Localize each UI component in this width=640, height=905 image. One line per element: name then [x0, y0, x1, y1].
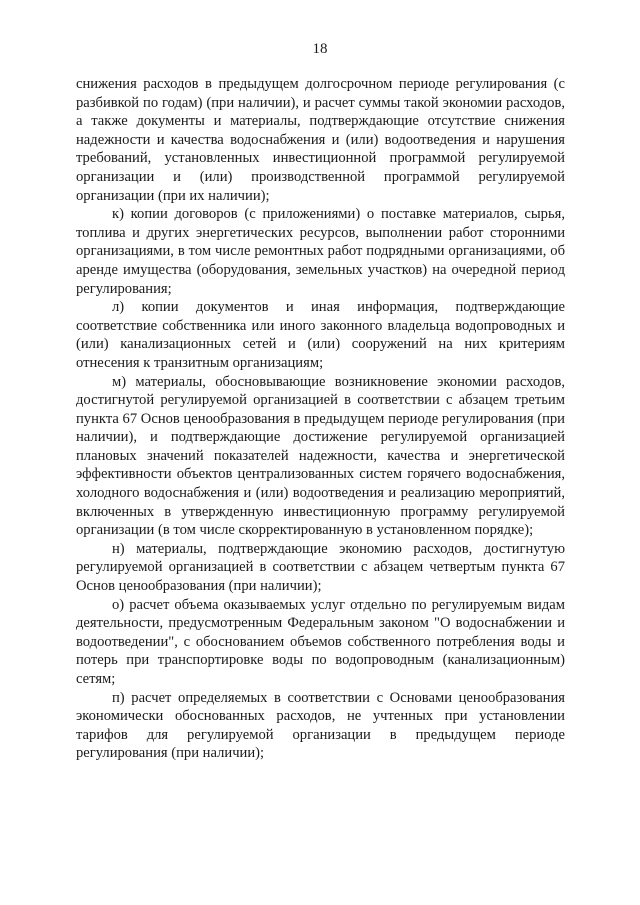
- paragraph-item-p: п) расчет определяемых в соответствии с Основами ценообразования экономически обоснованных расходов, не учтенных при установлении тарифов для регулируемой организации в предыдущем периоде регулирования (при наличии);: [76, 689, 565, 762]
- paragraph-continuation: снижения расходов в предыдущем долгосрочном периоде регулирования (с разбивкой по годам) (при наличии), и расчет суммы такой экономии расходов, а также документы и материалы, подтверждающие отсутствие снижения надежности и качества водоснабжения и (или) водоотведения и нарушения требований, установленных инвестиционной программой регулируемой организации и (или) производственной программой регулируемой организации (при их наличии);: [76, 76, 565, 204]
- paragraph-item-o: о) расчет объема оказываемых услуг отдельно по регулируемым видам деятельности, предусмотренным Федеральным законом "О водоснабжении и водоотведении", с обоснованием объемов собственного потребления воды и потерь при транспортировке воды по водопроводным (канализационным) сетям;: [76, 596, 565, 687]
- paragraph-item-l: л) копии документов и иная информация, подтверждающие соответствие собственника или иного законного владельца водопроводных и (или) канализационных сетей и (или) сооружений на них критериям отнесения к транзитным организациям;: [76, 299, 565, 371]
- page-number: 18: [312, 41, 328, 57]
- paragraph-item-k: к) копии договоров (с приложениями) о поставке материалов, сырья, топлива и других энергетических ресурсов, выполнении работ сторонними организациями, в том числе ремонтных работ подрядными организациями, об аренде имущества (оборудования, земельных участков) на очередной период регулирования;: [76, 206, 565, 297]
- document-body: [76, 75, 565, 763]
- paragraph-item-m: м) материалы, обосновывающие возникновение экономии расходов, достигнутой регулируемой организацией в соответствии с абзацем третьим пункта 67 Основ ценообразования в предыдущем периоде регулирования (при наличии), и подтверждающие достижение регулируемой организацией плановых значений показателей надежности, качества и энергетической эффективности объектов централизованных систем горячего водоснабжения, холодного водоснабжения и (или) водоотведения и реализацию мероприятий, включенных в утвержденную инвестиционную программу регулируемой организации (в том числе скорректированную в установленном порядке);: [76, 373, 565, 539]
- paragraph-item-n: н) материалы, подтверждающие экономию расходов, достигнутую регулируемой организацией в соответствии с абзацем четвертым пункта 67 Основ ценообразования (при наличии);: [76, 540, 565, 595]
